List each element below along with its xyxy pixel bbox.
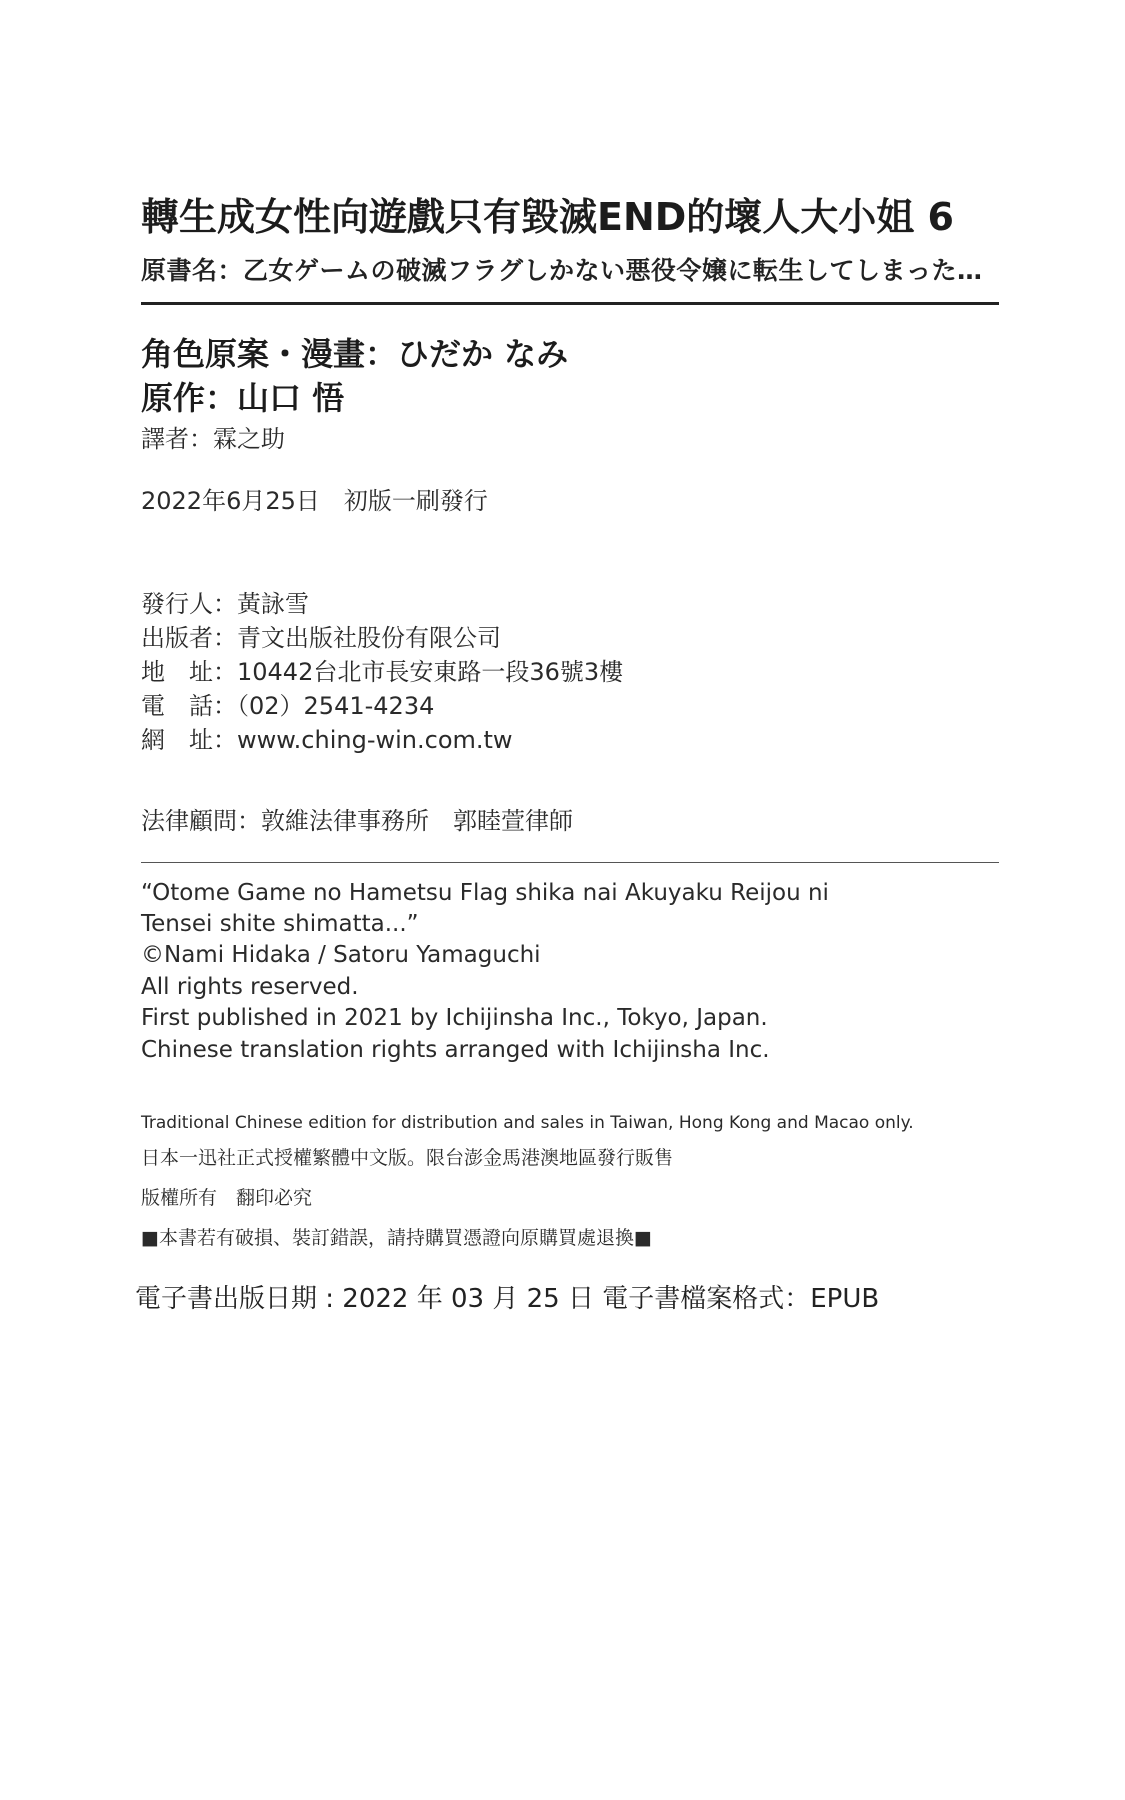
english-notice-line: All rights reserved. [141,974,359,1000]
publisher-line: 網 址：www.ching-win.com.tw [141,726,513,754]
credit-artist: 角色原案・漫畫：ひだか なみ [141,335,569,373]
credit-author: 原作：山口 悟 [141,379,345,417]
publisher-line: 地 址：10442台北市長安東路一段36號3樓 [141,658,624,686]
publisher-line: 電 話：（02）2541-4234 [141,692,435,720]
english-notice-line: “Otome Game no Hametsu Flag shika nai Akuyaku Reijou ni [141,880,829,906]
credit-translator: 譯者：霖之助 [141,425,285,453]
ebook-info: 電子書出版日期 : 2022 年 03 月 25 日 電子書檔案格式：EPUB [135,1284,880,1314]
distribution-notice-en: Traditional Chinese edition for distribution and sales in Taiwan, Hong Kong and Macao only. [141,1113,914,1133]
english-notice-line: Tensei shite shimatta...” [141,911,419,937]
distribution-notice-zh: 日本一迅社正式授權繁體中文版。限台澎金馬港澳地區發行販售 [141,1147,674,1169]
defect-notice: ■本書若有破損、裝訂錯誤，請持購買憑證向原購買處退換■ [141,1227,652,1249]
publish-date: 2022年6月25日 初版一刷發行 [141,487,488,515]
original-title: 原書名：乙女ゲームの破滅フラグしかない悪役令嬢に転生してしまった… [141,256,983,285]
english-notice-line: First published in 2021 by Ichijinsha Inc., Tokyo, Japan. [141,1005,768,1031]
header-divider [141,302,999,305]
english-notice-line: Chinese translation rights arranged with Ichijinsha Inc. [141,1037,770,1063]
legal-advisor: 法律顧問：敦維法律事務所 郭睦萱律師 [141,807,573,835]
book-title: 轉生成女性向遊戲只有毀滅END的壞人大小姐 6 [141,195,954,239]
publisher-line: 出版者：青文出版社股份有限公司 [141,624,501,652]
english-notice-line: ©Nami Hidaka / Satoru Yamaguchi [141,942,541,968]
section-divider [141,862,999,863]
publisher-line: 發行人：黃詠雪 [141,590,309,618]
copyright-notice: 版權所有 翻印必究 [141,1187,313,1209]
